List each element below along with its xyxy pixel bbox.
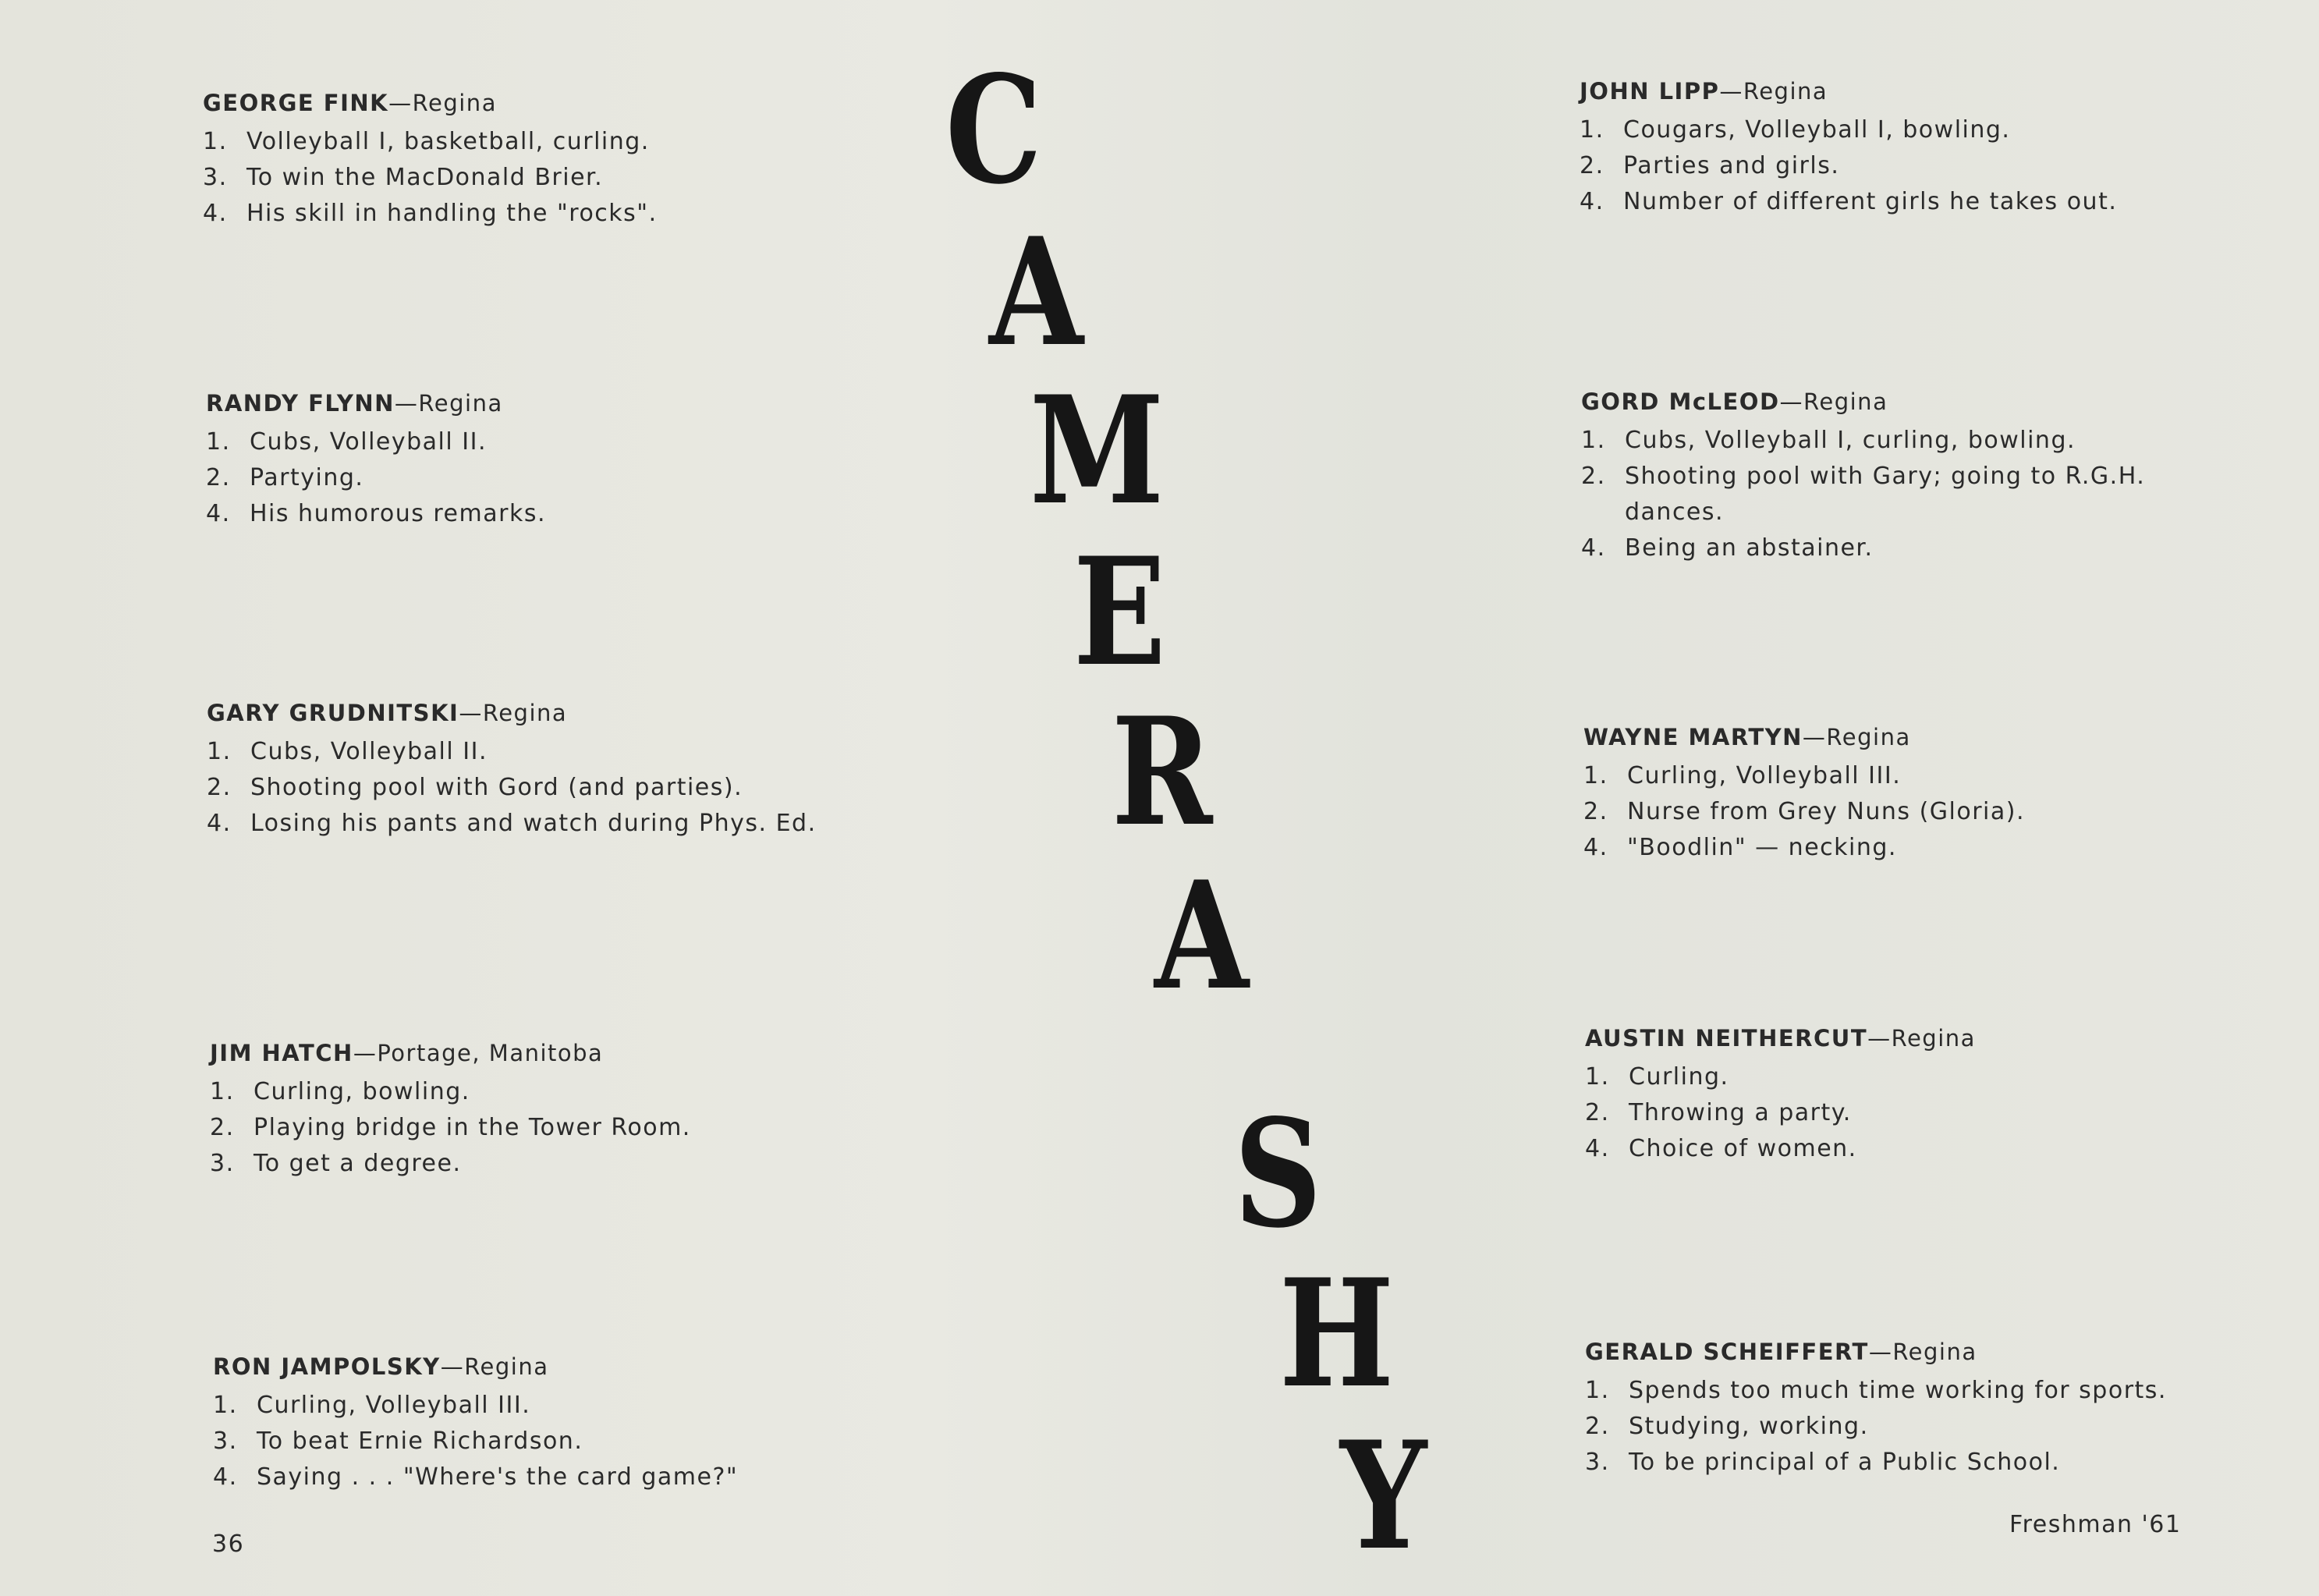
right-entry-5 <box>1585 1339 2209 1481</box>
name-separator: — <box>1802 724 1827 750</box>
item-text: Volleyball I, basketball, curling. <box>246 128 650 155</box>
list-item <box>1583 794 2207 830</box>
list-item <box>1580 112 2204 148</box>
name-separator: — <box>1719 78 1743 105</box>
title-letter-s: S <box>1234 1087 1322 1261</box>
item-number: 4. <box>1580 188 1605 215</box>
entry-name-line <box>1580 78 2204 105</box>
title-letter-h: H <box>1279 1247 1395 1420</box>
item-number: 1. <box>206 428 231 456</box>
hometown: Regina <box>482 700 568 726</box>
student-name: GORD McLEOD <box>1581 388 1780 415</box>
student-name: JOHN LIPP <box>1580 78 1720 105</box>
student-name: JIM HATCH <box>210 1040 353 1066</box>
left-entry-3 <box>207 700 831 842</box>
list-item <box>203 160 827 196</box>
item-text: Cubs, Volleyball I, curling, bowling. <box>1625 427 2076 454</box>
name-separator: — <box>1867 1025 1892 1052</box>
item-number: 4. <box>1585 1135 1610 1162</box>
student-name: GEORGE FINK <box>203 90 389 116</box>
item-number: 3. <box>1585 1449 1610 1476</box>
list-item <box>203 196 827 232</box>
list-item <box>1585 1059 2209 1095</box>
item-text: Cubs, Volleyball II. <box>250 738 488 765</box>
right-entry-3 <box>1583 724 2207 866</box>
title-letter-a2: A <box>1154 849 1249 1023</box>
item-text: Studying, working. <box>1629 1413 1869 1440</box>
hometown: Regina <box>418 390 503 417</box>
item-number: 2. <box>207 774 232 801</box>
list-item <box>1580 148 2204 184</box>
list-item <box>1583 830 2207 866</box>
list-item <box>206 496 830 532</box>
item-text: Saying . . . "Where's the card game?" <box>257 1463 739 1491</box>
item-number: 1. <box>1585 1377 1610 1404</box>
item-number: 1. <box>213 1392 238 1419</box>
title-letter-a: A <box>989 205 1083 379</box>
hometown: Regina <box>1891 1025 1976 1052</box>
item-number: 1. <box>203 128 228 155</box>
footer-publication: Freshman '61 <box>2009 1511 2182 1538</box>
list-item <box>210 1110 834 1146</box>
item-text: Parties and girls. <box>1623 152 1840 179</box>
list-item <box>206 424 830 460</box>
name-separator: — <box>1779 388 1804 415</box>
title-letter-m: M <box>1030 364 1165 537</box>
list-item <box>1585 1131 2209 1167</box>
item-text: To be principal of a Public School. <box>1629 1449 2061 1476</box>
list-item <box>1583 758 2207 794</box>
item-text: To beat Ernie Richardson. <box>257 1428 583 1455</box>
item-number: 2. <box>206 464 231 491</box>
right-entry-1 <box>1580 78 2204 220</box>
hometown: Regina <box>1892 1339 1977 1365</box>
list-item <box>213 1424 837 1459</box>
hometown: Portage, Manitoba <box>377 1040 604 1066</box>
item-text: "Boodlin" — necking. <box>1627 834 1897 861</box>
item-text: Playing bridge in the Tower Room. <box>254 1114 691 1141</box>
left-entry-1 <box>203 90 827 232</box>
left-entry-2 <box>206 390 830 532</box>
item-number: 1. <box>1583 762 1608 789</box>
item-number: 2. <box>210 1114 235 1141</box>
student-name: GERALD SCHEIFFERT <box>1585 1339 1869 1365</box>
item-number: 1. <box>207 738 232 765</box>
list-item <box>207 734 831 770</box>
hometown: Regina <box>412 90 497 116</box>
item-number: 1. <box>210 1078 235 1105</box>
list-item <box>207 770 831 806</box>
entry-name-line <box>203 90 827 116</box>
list-item <box>1581 423 2205 459</box>
item-text: Nurse from Grey Nuns (Gloria). <box>1627 798 2025 825</box>
item-number: 2. <box>1583 798 1608 825</box>
list-item <box>1585 1373 2209 1409</box>
name-separator: — <box>394 390 419 417</box>
student-name: RON JAMPOLSKY <box>213 1353 441 1380</box>
list-item <box>213 1388 837 1424</box>
page-number: 36 <box>212 1530 245 1558</box>
list-item <box>203 124 827 160</box>
item-text: His skill in handling the "rocks". <box>246 200 658 227</box>
item-text: Being an abstainer. <box>1625 534 1874 562</box>
title-letter-c: C <box>945 43 1043 217</box>
item-text: Number of different girls he takes out. <box>1623 188 2118 215</box>
title-letter-y: Y <box>1340 1409 1427 1583</box>
item-text: Losing his pants and watch during Phys. Ed. <box>250 810 817 837</box>
item-text: Cougars, Volleyball I, bowling. <box>1623 116 2011 144</box>
item-number: 1. <box>1581 427 1606 454</box>
title-letter-r: R <box>1112 685 1213 859</box>
list-item <box>210 1146 834 1182</box>
item-text: Curling, bowling. <box>254 1078 470 1105</box>
item-text: Curling, Volleyball III. <box>1627 762 1902 789</box>
hometown: Regina <box>464 1353 549 1380</box>
item-text: Curling, Volleyball III. <box>257 1392 531 1419</box>
left-entry-4 <box>210 1040 834 1182</box>
item-text: Shooting pool with Gary; going to R.G.H. dances. <box>1625 463 2146 526</box>
item-text: Shooting pool with Gord (and parties). <box>250 774 743 801</box>
item-number: 3. <box>213 1428 238 1455</box>
list-item <box>1585 1409 2209 1445</box>
item-number: 4. <box>213 1463 238 1491</box>
item-text: Cubs, Volleyball II. <box>250 428 487 456</box>
item-text: Choice of women. <box>1629 1135 1857 1162</box>
item-number: 4. <box>207 810 232 837</box>
item-number: 4. <box>1583 834 1608 861</box>
entry-name-line <box>1585 1339 2209 1365</box>
list-item <box>207 806 831 842</box>
hometown: Regina <box>1826 724 1911 750</box>
item-text: His humorous remarks. <box>250 500 546 527</box>
entry-name-line <box>210 1040 834 1066</box>
name-separator: — <box>353 1040 378 1066</box>
entry-name-line <box>206 390 830 417</box>
item-number: 2. <box>1580 152 1605 179</box>
list-item <box>1581 459 2205 530</box>
item-text: Throwing a party. <box>1629 1099 1852 1126</box>
item-text: To get a degree. <box>254 1150 462 1177</box>
left-entry-5 <box>213 1353 837 1495</box>
title-letter-e: E <box>1073 525 1166 699</box>
item-text: Curling. <box>1629 1063 1729 1091</box>
entry-name-line <box>207 700 831 726</box>
item-number: 2. <box>1585 1413 1610 1440</box>
name-separator: — <box>459 700 483 726</box>
item-text: To win the MacDonald Brier. <box>246 164 604 191</box>
list-item <box>213 1459 837 1495</box>
list-item <box>210 1074 834 1110</box>
item-number: 1. <box>1580 116 1605 144</box>
item-number: 1. <box>1585 1063 1610 1091</box>
item-number: 3. <box>210 1150 235 1177</box>
item-number: 4. <box>1581 534 1606 562</box>
entry-name-line <box>1585 1025 2209 1052</box>
item-number: 2. <box>1585 1099 1610 1126</box>
entry-name-line <box>1583 724 2207 750</box>
list-item <box>1580 184 2204 220</box>
name-separator: — <box>388 90 413 116</box>
item-text: Spends too much time working for sports. <box>1629 1377 2167 1404</box>
name-separator: — <box>440 1353 465 1380</box>
item-number: 3. <box>203 164 228 191</box>
name-separator: — <box>1868 1339 1893 1365</box>
list-item <box>1585 1095 2209 1131</box>
item-number: 4. <box>203 200 228 227</box>
student-name: WAYNE MARTYN <box>1583 724 1803 750</box>
item-text: Partying. <box>250 464 364 491</box>
student-name: GARY GRUDNITSKI <box>207 700 459 726</box>
right-entry-2 <box>1581 388 2205 566</box>
student-name: AUSTIN NEITHERCUT <box>1585 1025 1868 1052</box>
hometown: Regina <box>1803 388 1888 415</box>
item-number: 4. <box>206 500 231 527</box>
entry-name-line <box>1581 388 2205 415</box>
list-item <box>1585 1445 2209 1481</box>
entry-name-line <box>213 1353 837 1380</box>
student-name: RANDY FLYNN <box>206 390 395 417</box>
list-item <box>1581 530 2205 566</box>
list-item <box>206 460 830 496</box>
item-number: 2. <box>1581 463 1606 490</box>
right-entry-4 <box>1585 1025 2209 1167</box>
hometown: Regina <box>1743 78 1828 105</box>
